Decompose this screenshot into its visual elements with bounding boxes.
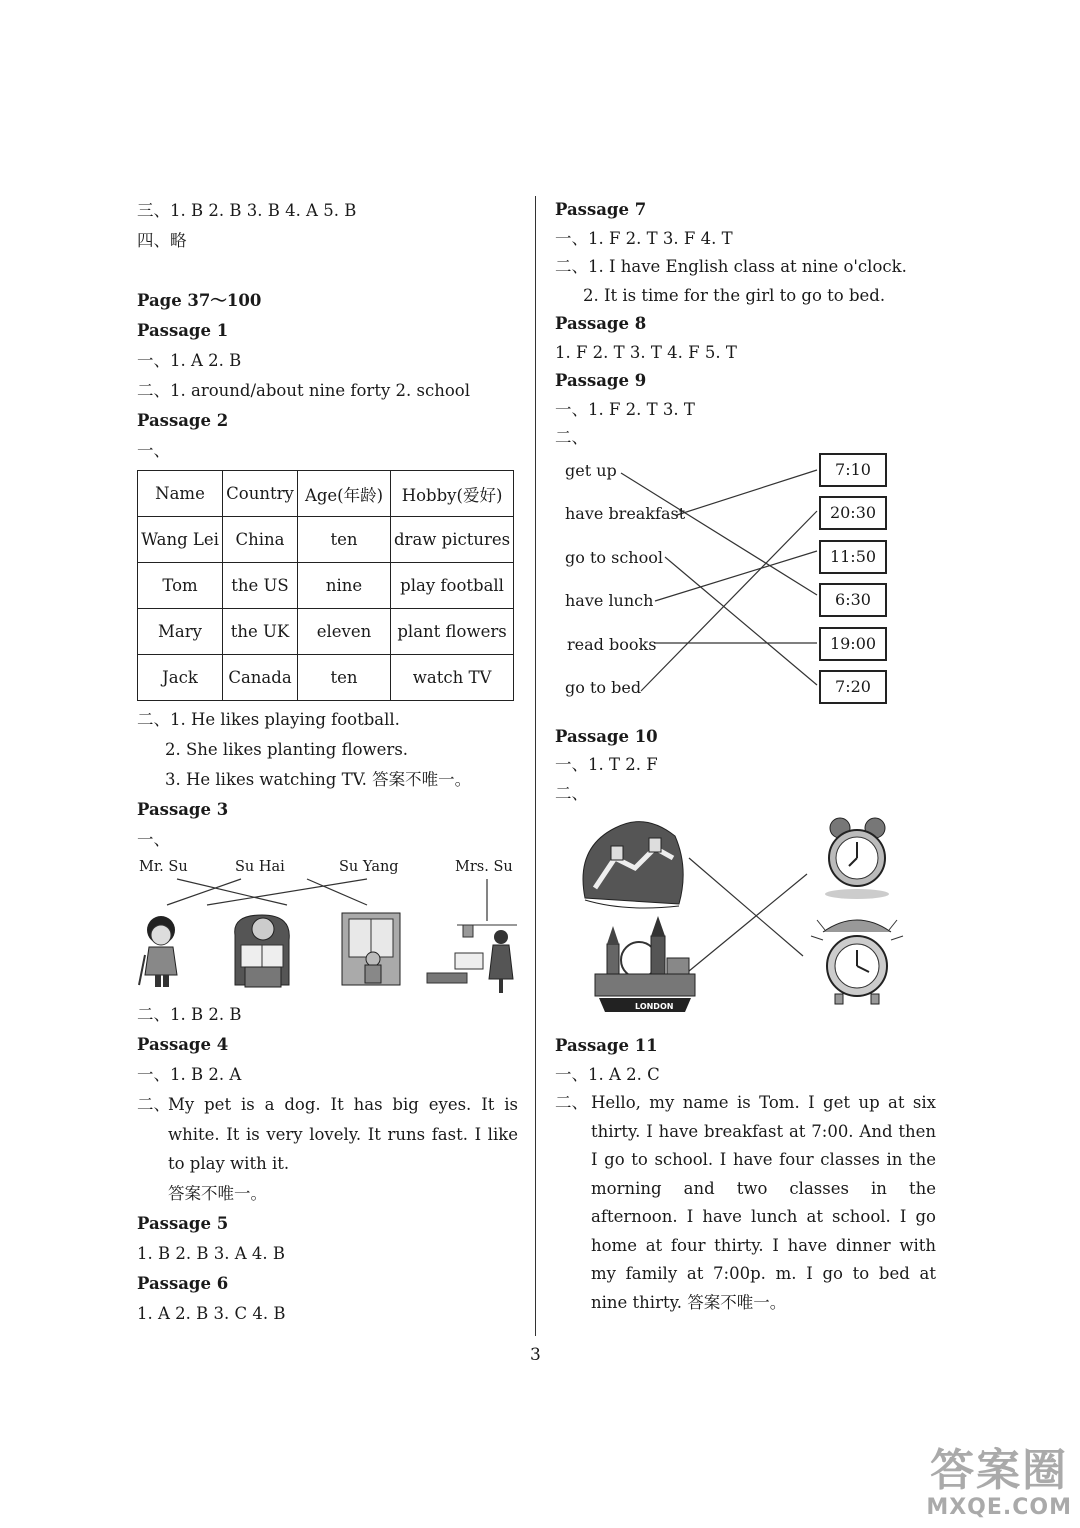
answer-note: 答案不唯一。 bbox=[168, 1183, 267, 1203]
answer-line: 一、1. T 2. F bbox=[555, 755, 658, 774]
table-cell: Jack bbox=[138, 655, 223, 701]
time-box: 7:20 bbox=[819, 670, 887, 704]
answer-text: Hello, my name is Tom. I get up at six thirty. I have breakfast at 7:00. And then I go to school. I have four classes in the morning and two classes in the afternoon. I have lunch at school. I go home at four thirty. I have dinner with my family at 7:00p. m. I go to bed at nine thirty. 答案不唯一。 bbox=[591, 1093, 936, 1312]
answer-line: 二、1. He likes playing football. bbox=[137, 710, 400, 729]
passage-heading: Passage 3 bbox=[137, 800, 229, 819]
answer-text: My pet is a dog. It has big eyes. It is white. It is very lovely. It runs fast. I like to play with it. bbox=[168, 1095, 518, 1173]
table-cell: nine bbox=[298, 563, 391, 609]
answer-line: 一、1. F 2. T 3. F 4. T bbox=[555, 228, 733, 248]
london-label: LONDON bbox=[635, 1002, 674, 1011]
woman-washing-icon bbox=[427, 925, 517, 993]
column-divider bbox=[535, 196, 536, 1336]
time-box: 7:10 bbox=[819, 453, 887, 487]
ringing-alarm-clock-icon bbox=[811, 920, 903, 1004]
person-label: Su Yang bbox=[339, 859, 399, 875]
table-cell: Canada bbox=[223, 655, 298, 701]
table-cell: China bbox=[223, 517, 298, 563]
answer-line: 1. B 2. B 3. A 4. B bbox=[137, 1243, 285, 1263]
site-watermark bbox=[926, 1447, 1072, 1520]
answer-line: 四、略 bbox=[137, 231, 187, 250]
answer-paragraph bbox=[555, 1089, 945, 1317]
passage-heading: Passage 2 bbox=[137, 411, 229, 430]
passage-heading: Passage 6 bbox=[137, 1273, 229, 1293]
watermark-logo-text: 答案圈 bbox=[930, 1445, 1069, 1496]
table-header-cell: Country bbox=[223, 471, 298, 517]
answer-line: 3. He likes watching TV. 答案不唯一。 bbox=[165, 770, 472, 789]
table-cell: draw pictures bbox=[391, 517, 514, 563]
answer-line: 2. It is time for the girl to go to bed. bbox=[583, 285, 886, 305]
table-cell: ten bbox=[298, 517, 391, 563]
table-cell: ten bbox=[298, 655, 391, 701]
table-cell: Wang Lei bbox=[138, 517, 223, 563]
activity-label: have breakfast bbox=[565, 503, 686, 523]
time-box: 11:50 bbox=[819, 540, 887, 574]
answer-line: 一、 bbox=[137, 441, 170, 460]
answer-line: 一、1. B 2. A bbox=[137, 1065, 242, 1084]
person-label: Mrs. Su bbox=[455, 859, 513, 875]
passage-heading: Passage 1 bbox=[137, 321, 229, 340]
right-column bbox=[555, 196, 945, 1317]
answer-line: 一、 bbox=[137, 830, 170, 849]
person-label: Su Hai bbox=[235, 859, 285, 875]
family-illustrations bbox=[137, 855, 522, 1000]
answer-line: 二、1. B 2. B bbox=[137, 1005, 242, 1024]
table-row bbox=[138, 609, 514, 655]
person-label: Mr. Su bbox=[139, 859, 188, 875]
answer-line: 一、1. A 2. C bbox=[555, 1064, 660, 1084]
table-row bbox=[138, 655, 514, 701]
left-column bbox=[137, 196, 522, 1329]
boy-window-icon bbox=[342, 913, 400, 985]
watermark-url: MXQE.COM bbox=[926, 1495, 1072, 1520]
table-cell: Tom bbox=[138, 563, 223, 609]
girl-sweeping-icon bbox=[139, 916, 177, 987]
answer-line: 1. A 2. B 3. C 4. B bbox=[137, 1303, 286, 1323]
london-landmarks-icon bbox=[595, 916, 695, 1012]
passage-heading: Passage 11 bbox=[555, 1036, 658, 1055]
activity-label: have lunch bbox=[565, 590, 654, 610]
activity-label: read books bbox=[567, 634, 657, 654]
table-cell: the UK bbox=[223, 609, 298, 655]
table-cell: eleven bbox=[298, 609, 391, 655]
activity-label: go to bed bbox=[565, 677, 642, 697]
hobby-table bbox=[137, 470, 514, 701]
passage-heading: Passage 7 bbox=[555, 200, 647, 219]
activity-label: go to school bbox=[565, 547, 663, 567]
activity-label: get up bbox=[565, 460, 617, 480]
family-matching-figure bbox=[137, 855, 522, 1000]
table-cell: watch TV bbox=[391, 655, 514, 701]
answer-line: 一、1. F 2. T 3. T bbox=[555, 399, 695, 419]
passage-heading: Passage 4 bbox=[137, 1035, 229, 1054]
passage-heading: Passage 5 bbox=[137, 1213, 229, 1233]
passage-heading: Passage 9 bbox=[555, 371, 647, 390]
table-cell: the US bbox=[223, 563, 298, 609]
answer-line: 二、 bbox=[555, 783, 588, 803]
answer-paragraph bbox=[137, 1090, 522, 1179]
table-cell: play football bbox=[391, 563, 514, 609]
passage-heading: Passage 8 bbox=[555, 314, 647, 333]
time-box: 20:30 bbox=[819, 496, 887, 530]
alarm-clock-icon bbox=[825, 818, 889, 899]
great-wall-icon bbox=[583, 822, 683, 908]
item-number: 二、 bbox=[137, 1095, 170, 1114]
man-reading-icon bbox=[235, 915, 290, 987]
picture-illustrations bbox=[555, 808, 945, 1018]
table-header-cell: Age(年龄) bbox=[298, 471, 391, 517]
page-range-heading: Page 37～100 bbox=[137, 291, 262, 310]
answer-line: 一、1. A 2. B bbox=[137, 351, 242, 370]
time-box: 6:30 bbox=[819, 583, 887, 617]
answer-line: 三、1. B 2. B 3. B 4. A 5. B bbox=[137, 201, 357, 220]
answer-line: 1. F 2. T 3. T 4. F 5. T bbox=[555, 342, 737, 362]
page-number: 3 bbox=[530, 1345, 541, 1365]
answer-line: 二、1. I have English class at nine o'clock. bbox=[555, 257, 907, 276]
table-header-cell: Name bbox=[138, 471, 223, 517]
table-cell: plant flowers bbox=[391, 609, 514, 655]
answer-line: 二、 bbox=[555, 428, 588, 447]
picture-matching-figure bbox=[555, 808, 945, 1018]
table-header-cell: Hobby(爱好) bbox=[391, 471, 514, 517]
time-matching-figure bbox=[555, 453, 945, 715]
answer-line: 二、1. around/about nine forty 2. school bbox=[137, 381, 470, 400]
table-row bbox=[138, 517, 514, 563]
answer-line: 2. She likes planting flowers. bbox=[165, 740, 409, 759]
table-cell: Mary bbox=[138, 609, 223, 655]
passage-heading: Passage 10 bbox=[555, 726, 658, 746]
table-header-row bbox=[138, 471, 514, 517]
item-number: 二、 bbox=[555, 1093, 588, 1112]
time-box: 19:00 bbox=[819, 627, 887, 661]
table-row bbox=[138, 563, 514, 609]
